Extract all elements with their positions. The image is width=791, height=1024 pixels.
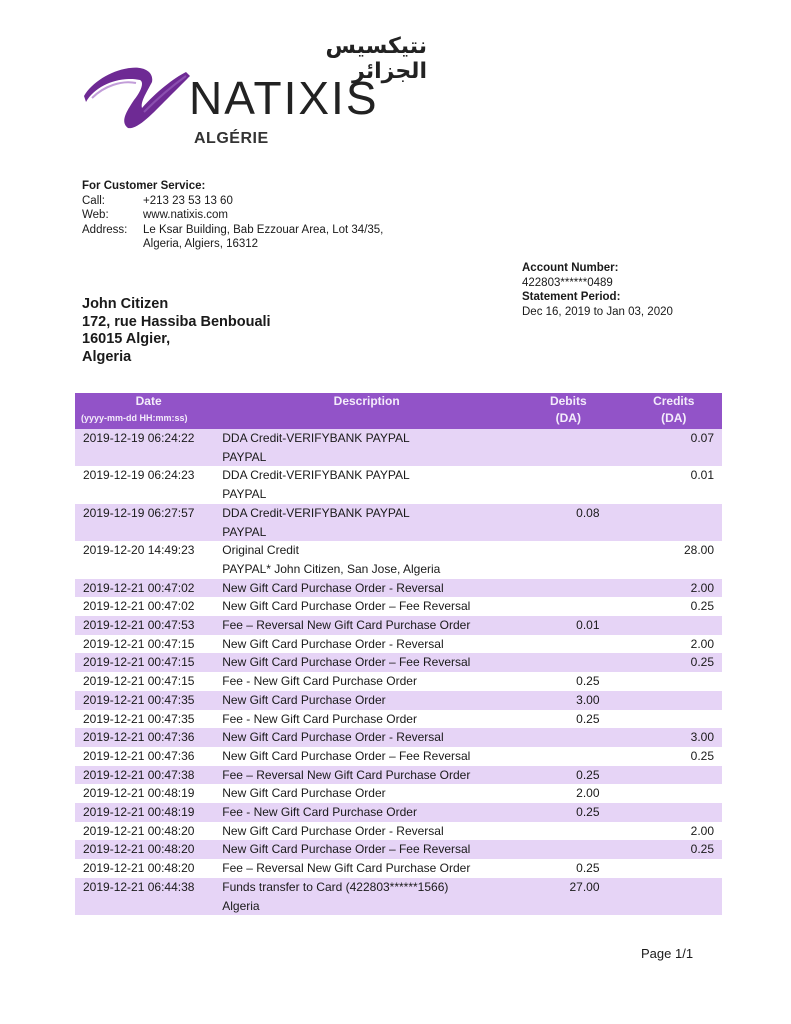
- web-label: Web:: [82, 209, 109, 221]
- recipient-line3: Algeria: [82, 348, 132, 365]
- row-credit: [626, 784, 723, 803]
- statement-period-label: Statement Period:: [522, 291, 621, 303]
- row-description-line1: Fee - New Gift Card Purchase Order: [222, 805, 417, 820]
- row-debit: [511, 728, 625, 747]
- row-debit: [511, 466, 625, 503]
- row-credit: 3.00: [626, 728, 723, 747]
- row-description: [222, 784, 511, 803]
- table-row: [75, 822, 722, 841]
- table-row: [75, 766, 722, 785]
- row-credit: [626, 878, 723, 915]
- table-row: [75, 784, 722, 803]
- row-debit: 0.25: [576, 674, 600, 689]
- row-date: 2019-12-21 06:44:38: [75, 878, 222, 915]
- row-debit: 0.25: [576, 861, 600, 876]
- table-row: [75, 840, 722, 859]
- call-label: Call:: [82, 194, 106, 207]
- call-value: +213 23 53 13 60: [143, 194, 233, 207]
- row-debit: [511, 579, 625, 598]
- address-line2: Algeria, Algiers, 16312: [143, 238, 259, 250]
- row-description-line1: New Gift Card Purchase Order: [222, 692, 386, 707]
- row-description-line1: DDA Credit-VERIFYBANK PAYPAL: [222, 431, 410, 445]
- row-date: 2019-12-21 00:47:02: [75, 579, 222, 598]
- row-date: 2019-12-21 00:47:35: [83, 711, 195, 726]
- table-row: [75, 878, 722, 915]
- row-date: 2019-12-21 00:48:20: [83, 823, 195, 838]
- row-description: [222, 653, 511, 672]
- customer-service-title: For Customer Service:: [82, 180, 206, 192]
- row-description: [222, 597, 511, 616]
- col-debits: [511, 393, 625, 429]
- row-description-line1: New Gift Card Purchase Order - Reversal: [222, 823, 444, 838]
- recipient-name: John Citizen: [82, 296, 169, 312]
- row-debit: 0.08: [511, 504, 625, 541]
- row-debit: [511, 653, 625, 672]
- col-credits: [626, 393, 723, 429]
- table-row: [75, 504, 722, 541]
- natixis-logo: [82, 34, 427, 154]
- row-description: [222, 635, 511, 654]
- table-row: [75, 859, 722, 878]
- row-credit: [626, 803, 723, 822]
- col-date: [75, 393, 222, 429]
- row-description-line1: Fee – Reversal New Gift Card Purchase Order: [222, 767, 471, 782]
- row-credit: [626, 672, 723, 691]
- brushstroke-logo-icon: [82, 56, 192, 136]
- table-row: [75, 728, 722, 747]
- row-description-line1: Fee - New Gift Card Purchase Order: [222, 711, 417, 726]
- row-date: 2019-12-21 00:47:36: [83, 748, 195, 763]
- row-date: 2019-12-21 00:48:19: [75, 803, 222, 822]
- row-debit: [511, 429, 625, 466]
- web-value[interactable]: www.natixis.com: [143, 209, 228, 221]
- account-number-label: Account Number:: [522, 262, 619, 274]
- row-credit: 0.25: [626, 840, 723, 859]
- row-description-line1: New Gift Card Purchase Order – Fee Reversal: [222, 655, 471, 670]
- row-description-line1: DDA Credit-VERIFYBANK PAYPAL: [222, 468, 410, 483]
- row-date: 2019-12-19 06:24:23: [83, 468, 195, 483]
- table-header-row: [75, 393, 722, 429]
- row-credit: [626, 766, 723, 785]
- row-credit: 0.25: [690, 599, 714, 614]
- row-description-line1: New Gift Card Purchase Order: [222, 786, 386, 801]
- row-date: 2019-12-21 00:47:35: [75, 691, 222, 710]
- row-description-line1: New Gift Card Purchase Order - Reversal: [222, 730, 444, 745]
- row-date: 2019-12-21 00:48:19: [83, 786, 195, 801]
- col-date-label: Date: [135, 394, 162, 408]
- row-description-line1: Fee - New Gift Card Purchase Order: [222, 674, 417, 689]
- row-description-line1: New Gift Card Purchase Order – Fee Reversal: [222, 842, 471, 857]
- row-date: 2019-12-20 14:49:23: [83, 543, 195, 558]
- row-credit: 0.25: [626, 653, 723, 672]
- row-date: 2019-12-21 00:47:38: [75, 766, 222, 785]
- col-credits-label: Credits: [653, 394, 695, 408]
- row-debit: [511, 635, 625, 654]
- row-credit: [626, 504, 723, 541]
- table-row: [75, 579, 722, 598]
- row-description: [222, 710, 511, 729]
- row-description-line2: PAYPAL: [222, 487, 267, 502]
- row-debit: 0.25: [576, 711, 600, 726]
- table-row: [75, 710, 722, 729]
- address-line1: Le Ksar Building, Bab Ezzouar Area, Lot 34/35,: [143, 223, 384, 236]
- table-row: [75, 803, 722, 822]
- row-description-line1: Fee – Reversal New Gift Card Purchase Order: [222, 618, 471, 633]
- row-date: 2019-12-21 00:48:20: [75, 840, 222, 859]
- table-row: [75, 672, 722, 691]
- row-description: [222, 859, 511, 878]
- row-debit: 0.01: [511, 616, 625, 635]
- row-credit: [626, 616, 723, 635]
- table-row: [75, 653, 722, 672]
- table-row: [75, 691, 722, 710]
- row-description: [222, 691, 511, 710]
- row-debit: [511, 822, 625, 841]
- row-date: 2019-12-21 00:47:36: [75, 728, 222, 747]
- row-debit: 3.00: [511, 691, 625, 710]
- row-description: [222, 541, 511, 578]
- row-description: [222, 840, 511, 859]
- row-description-line1: DDA Credit-VERIFYBANK PAYPAL: [222, 505, 410, 520]
- recipient-line1: 172, rue Hassiba Benbouali: [82, 313, 271, 330]
- row-date: 2019-12-21 00:47:02: [83, 599, 195, 614]
- logo-arabic-text: نتيكسيس الجزائر: [325, 34, 427, 84]
- row-date: 2019-12-19 06:27:57: [75, 504, 222, 541]
- row-description-line2: PAYPAL: [222, 524, 267, 539]
- row-debit: 2.00: [576, 786, 600, 801]
- row-description-line2: PAYPAL: [222, 449, 267, 464]
- row-date: 2019-12-21 00:47:15: [75, 653, 222, 672]
- table-row: [75, 541, 722, 578]
- row-description-line1: New Gift Card Purchase Order - Reversal: [222, 580, 444, 595]
- page-number: Page 1/1: [641, 946, 694, 961]
- row-description: [222, 466, 511, 503]
- row-debit: [511, 840, 625, 859]
- table-row: [75, 597, 722, 616]
- row-debit: 27.00: [511, 878, 625, 915]
- row-description-line1: Original Credit: [222, 543, 299, 558]
- row-credit: 2.00: [690, 823, 714, 838]
- row-description-line1: Fee – Reversal New Gift Card Purchase Order: [222, 861, 471, 876]
- col-description: [222, 393, 511, 429]
- col-description-label: Description: [333, 394, 400, 408]
- col-credits-unit: (DA): [661, 411, 687, 425]
- row-credit: 2.00: [626, 579, 723, 598]
- row-description: [222, 504, 511, 541]
- table-row: [75, 635, 722, 654]
- logo-subtitle: ALGÉRIE: [194, 130, 269, 147]
- col-debits-unit: (DA): [555, 411, 581, 425]
- row-description: [222, 747, 511, 766]
- row-date: 2019-12-21 00:47:15: [83, 674, 195, 689]
- row-credit: [626, 691, 723, 710]
- account-info: [522, 261, 673, 319]
- row-description: [222, 766, 511, 785]
- row-description-line1: New Gift Card Purchase Order - Reversal: [222, 636, 444, 651]
- row-credit: [626, 710, 723, 729]
- row-description: [222, 728, 511, 747]
- row-credit: 28.00: [683, 543, 714, 558]
- recipient-address: [82, 296, 271, 366]
- table-row: [75, 747, 722, 766]
- row-description: [222, 803, 511, 822]
- row-debit: [511, 747, 625, 766]
- row-description-line2: PAYPAL* John Citizen, San Jose, Algeria: [222, 561, 441, 576]
- row-date: 2019-12-19 06:24:22: [75, 429, 222, 466]
- row-debit: [511, 597, 625, 616]
- table-row: [75, 429, 722, 466]
- table-row: [75, 466, 722, 503]
- row-date: 2019-12-21 00:47:15: [83, 636, 195, 651]
- row-description: [222, 672, 511, 691]
- row-credit: [626, 859, 723, 878]
- transactions-table: [75, 393, 722, 915]
- row-description-line2: Algeria: [222, 898, 260, 913]
- row-credit: 0.01: [690, 468, 714, 483]
- row-description-line1: New Gift Card Purchase Order – Fee Reversal: [222, 748, 471, 763]
- customer-service-block: [82, 179, 383, 252]
- recipient-line2: 16015 Algier,: [82, 331, 171, 347]
- row-date: 2019-12-21 00:47:53: [75, 616, 222, 635]
- table-row: [75, 616, 722, 635]
- row-debit: 0.25: [511, 766, 625, 785]
- row-description: [222, 579, 511, 598]
- row-date: 2019-12-21 00:48:20: [83, 861, 195, 876]
- row-description: [222, 616, 511, 635]
- row-description: [222, 878, 511, 915]
- account-number-value: 422803******0489: [522, 276, 613, 289]
- address-label: Address:: [82, 223, 128, 236]
- col-date-format: (yyyy-mm-dd HH:mm:ss): [81, 413, 188, 423]
- row-description-line1: Funds transfer to Card (422803******1566): [222, 879, 449, 894]
- col-debits-label: Debits: [549, 394, 587, 408]
- logo-name: NATIXIS: [189, 72, 379, 124]
- row-debit: 0.25: [511, 803, 625, 822]
- row-description: [222, 429, 511, 466]
- statement-period-value: Dec 16, 2019 to Jan 03, 2020: [522, 305, 673, 318]
- row-credit: 2.00: [690, 636, 714, 651]
- row-credit: 0.07: [626, 429, 723, 466]
- row-credit: 0.25: [690, 748, 714, 763]
- row-description: [222, 822, 511, 841]
- row-description-line1: New Gift Card Purchase Order – Fee Reversal: [222, 599, 471, 614]
- row-debit: [511, 541, 625, 578]
